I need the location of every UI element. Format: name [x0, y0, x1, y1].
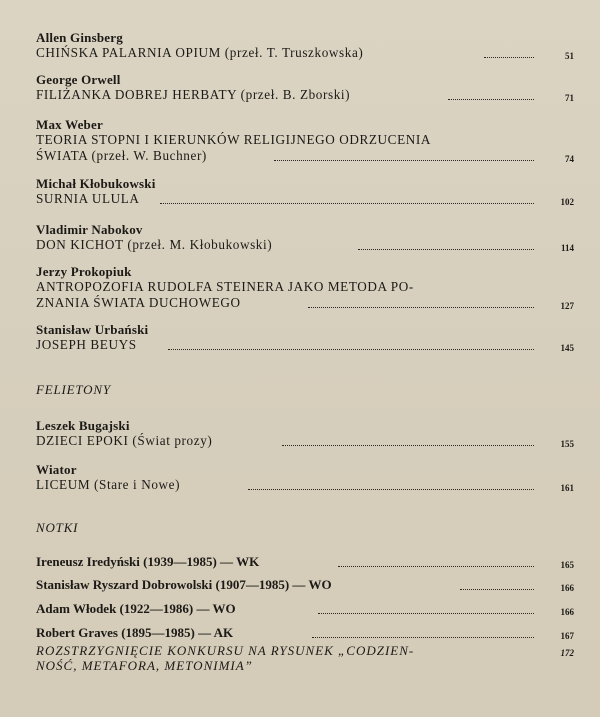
- author-name: George Orwell: [36, 72, 121, 87]
- toc-entry: [36, 418, 574, 449]
- page-number: 167: [560, 631, 574, 641]
- notka-entry: [36, 577, 574, 593]
- dot-leader: [484, 57, 534, 58]
- notka-text: Stanisław Ryszard Dobrowolski (1907—1985) — WO: [36, 577, 332, 592]
- toc-entry: [36, 222, 574, 253]
- dot-leader: [160, 203, 534, 204]
- page-number: 172: [560, 648, 574, 658]
- author-name: Max Weber: [36, 117, 103, 132]
- dot-leader: [460, 589, 534, 590]
- entry-title: SURNIA ULULA: [36, 191, 140, 206]
- author-name: Vladimir Nabokov: [36, 222, 143, 237]
- page-number: 74: [565, 154, 574, 164]
- page-number: 145: [560, 343, 574, 353]
- author-name: Allen Ginsberg: [36, 30, 123, 45]
- page-number: 166: [560, 583, 574, 593]
- dot-leader: [358, 249, 534, 250]
- notka-entry: [36, 601, 574, 617]
- page-number: 114: [560, 243, 574, 253]
- konkurs-title-continued: NOŚĆ, METAFORA, METONIMIA”: [36, 658, 253, 673]
- toc-entry: [36, 117, 574, 164]
- page-number: 71: [565, 93, 574, 103]
- page-number: 161: [560, 483, 574, 493]
- author-name: Jerzy Prokopiuk: [36, 264, 132, 279]
- entry-title: CHIŃSKA PALARNIA OPIUM (przeł. T. Truszkowska): [36, 45, 364, 60]
- dot-leader: [274, 160, 534, 161]
- page-number: 127: [560, 301, 574, 311]
- dot-leader: [308, 307, 534, 308]
- notka-text: Adam Włodek (1922—1986) — WO: [36, 601, 236, 616]
- entry-title: ANTROPOZOFIA RUDOLFA STEINERA JAKO METODA PO-: [36, 279, 414, 294]
- author-name: Stanisław Urbański: [36, 322, 149, 337]
- entry-title: LICEUM (Stare i Nowe): [36, 477, 181, 492]
- entry-title: DON KICHOT (przeł. M. Kłobukowski): [36, 237, 273, 252]
- author-name: Michał Kłobukowski: [36, 176, 156, 191]
- section-heading-notki: NOTKI: [36, 520, 79, 535]
- dot-leader: [338, 566, 534, 567]
- dot-leader: [168, 349, 534, 350]
- page-number: 155: [560, 439, 574, 449]
- section-heading-felietony: FELIETONY: [36, 382, 111, 397]
- entry-title-continued: ŚWIATA (przeł. W. Buchner): [36, 148, 207, 163]
- notka-entry: [36, 554, 574, 570]
- toc-entry: [36, 72, 574, 103]
- notka-text: Robert Graves (1895—1985) — AK: [36, 625, 234, 640]
- page-number: 102: [560, 197, 574, 207]
- dot-leader: [448, 99, 534, 100]
- konkurs-entry: [36, 643, 574, 673]
- dot-leader: [318, 613, 534, 614]
- toc-entry: [36, 264, 574, 311]
- entry-title: TEORIA STOPNI I KIERUNKÓW RELIGIJNEGO ODRZUCENIA: [36, 132, 431, 147]
- toc-entry: [36, 462, 574, 493]
- toc-entry: [36, 30, 574, 61]
- page-number: 165: [560, 560, 574, 570]
- entry-title-continued: ZNANIA ŚWIATA DUCHOWEGO: [36, 295, 241, 310]
- notka-entry: [36, 625, 574, 641]
- author-name: Leszek Bugajski: [36, 418, 130, 433]
- page-number: 166: [560, 607, 574, 617]
- dot-leader: [312, 637, 534, 638]
- page-number: 51: [565, 51, 574, 61]
- notka-text: Ireneusz Iredyński (1939—1985) — WK: [36, 554, 260, 569]
- dot-leader: [282, 445, 534, 446]
- dot-leader: [248, 489, 534, 490]
- toc-entry: [36, 176, 574, 207]
- entry-title: DZIECI EPOKI (Świat prozy): [36, 433, 213, 448]
- entry-title: JOSEPH BEUYS: [36, 337, 137, 352]
- entry-title: FILIŻANKA DOBREJ HERBATY (przeł. B. Zborski): [36, 87, 351, 102]
- toc-entry: [36, 322, 574, 353]
- konkurs-title: ROZSTRZYGNIĘCIE KONKURSU NA RYSUNEK „CODZIEN-: [36, 643, 415, 658]
- author-name: Wiator: [36, 462, 77, 477]
